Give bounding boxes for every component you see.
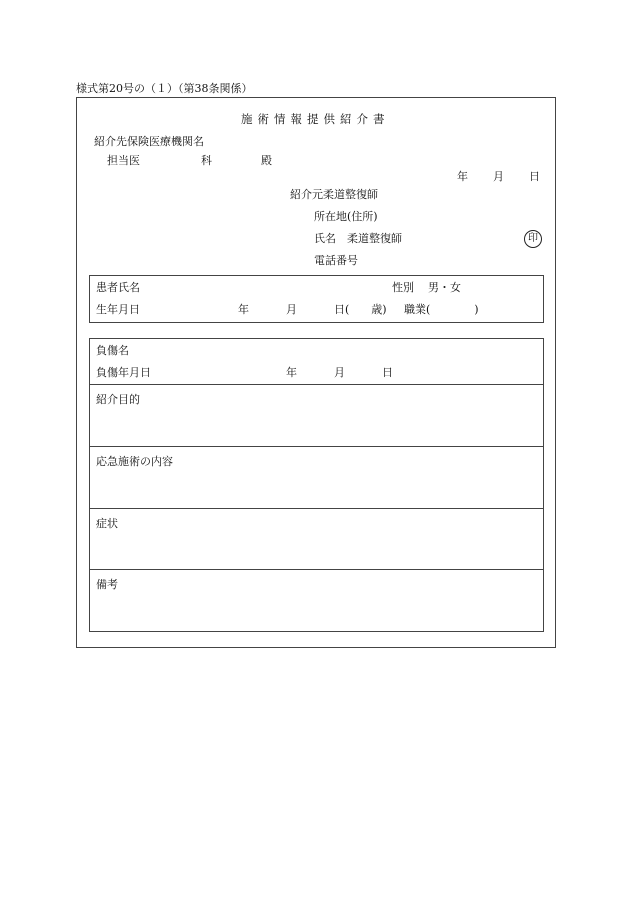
honorific: 殿 [261,154,272,167]
injury-year-label: 年 [286,366,297,379]
name-label: 氏名 柔道整復師 [314,232,402,245]
injury-name-label: 負傷名 [96,344,129,357]
referral-institution-label: 紹介先保険医療機関名 [94,135,204,148]
purpose-label: 紹介目的 [96,393,140,406]
remarks-label: 備考 [96,578,118,591]
from-label: 紹介元柔道整復師 [290,188,378,201]
birth-year-label: 年 [238,303,249,316]
injury-day-label: 日 [382,366,393,379]
doctor-label: 担当医 [107,154,140,167]
divider-emergency [89,446,544,447]
birth-day-age-label: 日( 歳) [334,303,387,316]
birth-date-label: 生年月日 [96,303,140,316]
sex-options: 男・女 [428,281,461,294]
date-day-label: 日 [529,170,540,183]
phone-label: 電話番号 [314,254,358,267]
birth-month-label: 月 [286,303,297,316]
date-year-label: 年 [457,170,468,183]
address-label: 所在地(住所) [314,210,378,223]
details-box [89,338,544,632]
occupation-label: 職業( ) [404,303,479,316]
patient-name-label: 患者氏名 [96,281,140,294]
injury-month-label: 月 [334,366,345,379]
divider-symptoms [89,508,544,509]
department-label: 科 [201,154,212,167]
divider-remarks [89,569,544,570]
form-title: 施術情報提供紹介書 [241,112,390,126]
sex-label: 性別 [392,281,414,294]
symptoms-label: 症状 [96,517,118,530]
seal-mark: 印 [524,230,542,248]
date-month-label: 月 [493,170,504,183]
divider-purpose [89,384,544,385]
form-number: 様式第20号の（１）（第38条関係） [76,82,253,95]
injury-date-label: 負傷年月日 [96,366,151,379]
emergency-label: 応急施術の内容 [96,455,173,468]
